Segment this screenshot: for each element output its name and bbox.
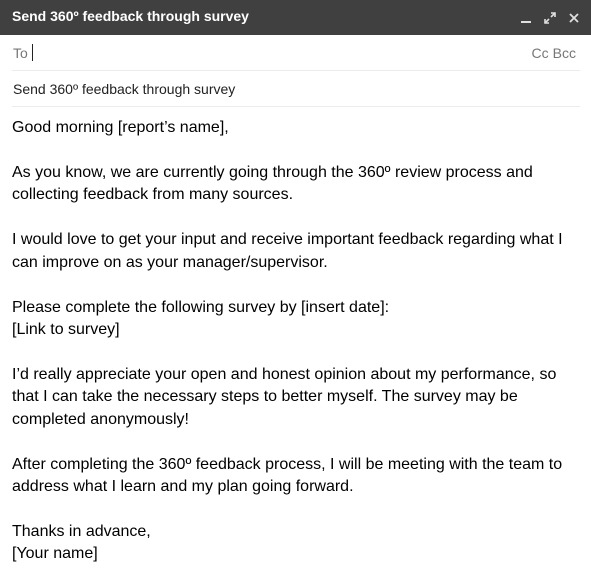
text-caret [32, 44, 33, 61]
window-controls [517, 0, 583, 35]
cc-bcc-links [532, 45, 576, 61]
close-icon[interactable] [565, 9, 583, 27]
body-line: I would love to get your input and receive important feedback regarding what I [12, 231, 563, 249]
body-line: After completing the 360º feedback process, I will be meeting with the team to [12, 455, 563, 473]
greeting-paragraph [12, 117, 582, 139]
closing-paragraph [12, 521, 582, 566]
message-body[interactable] [12, 117, 582, 566]
body-line: can improve on as your manager/supervisor. [12, 253, 328, 271]
body-paragraph [12, 454, 582, 499]
survey-link-placeholder: [Link to survey] [12, 320, 120, 338]
subject-row[interactable] [12, 71, 580, 107]
compose-title-bar [0, 0, 591, 35]
minimize-icon[interactable] [517, 9, 535, 27]
recipients-row [12, 35, 580, 71]
signature-placeholder: [Your name] [12, 545, 98, 563]
body-line: Thanks in advance, [12, 522, 151, 540]
compose-window-title: Send 360º feedback through survey [12, 8, 249, 24]
body-paragraph [12, 364, 582, 431]
bcc-link[interactable]: Bcc [552, 45, 576, 61]
body-paragraph [12, 162, 582, 207]
body-line: I’d really appreciate your open and honest opinion about my performance, so [12, 365, 557, 383]
body-line: completed anonymously! [12, 410, 189, 428]
body-line: Good morning [report’s name], [12, 119, 229, 136]
body-line: As you know, we are currently going through the 360º review process and [12, 163, 533, 181]
body-paragraph [12, 297, 582, 342]
to-label: To [13, 45, 28, 61]
subject-field[interactable]: Send 360º feedback through survey [13, 81, 236, 97]
expand-icon[interactable] [541, 9, 559, 27]
body-line: address what I learn and my plan going forward. [12, 477, 354, 495]
body-line: Please complete the following survey by [insert date]: [12, 298, 390, 316]
to-input[interactable] [31, 44, 511, 62]
body-paragraph [12, 229, 582, 274]
cc-link[interactable]: Cc [531, 45, 549, 61]
body-line: that I can take the necessary steps to better myself. The survey may be [12, 388, 518, 406]
body-line: collecting feedback from many sources. [12, 186, 294, 204]
